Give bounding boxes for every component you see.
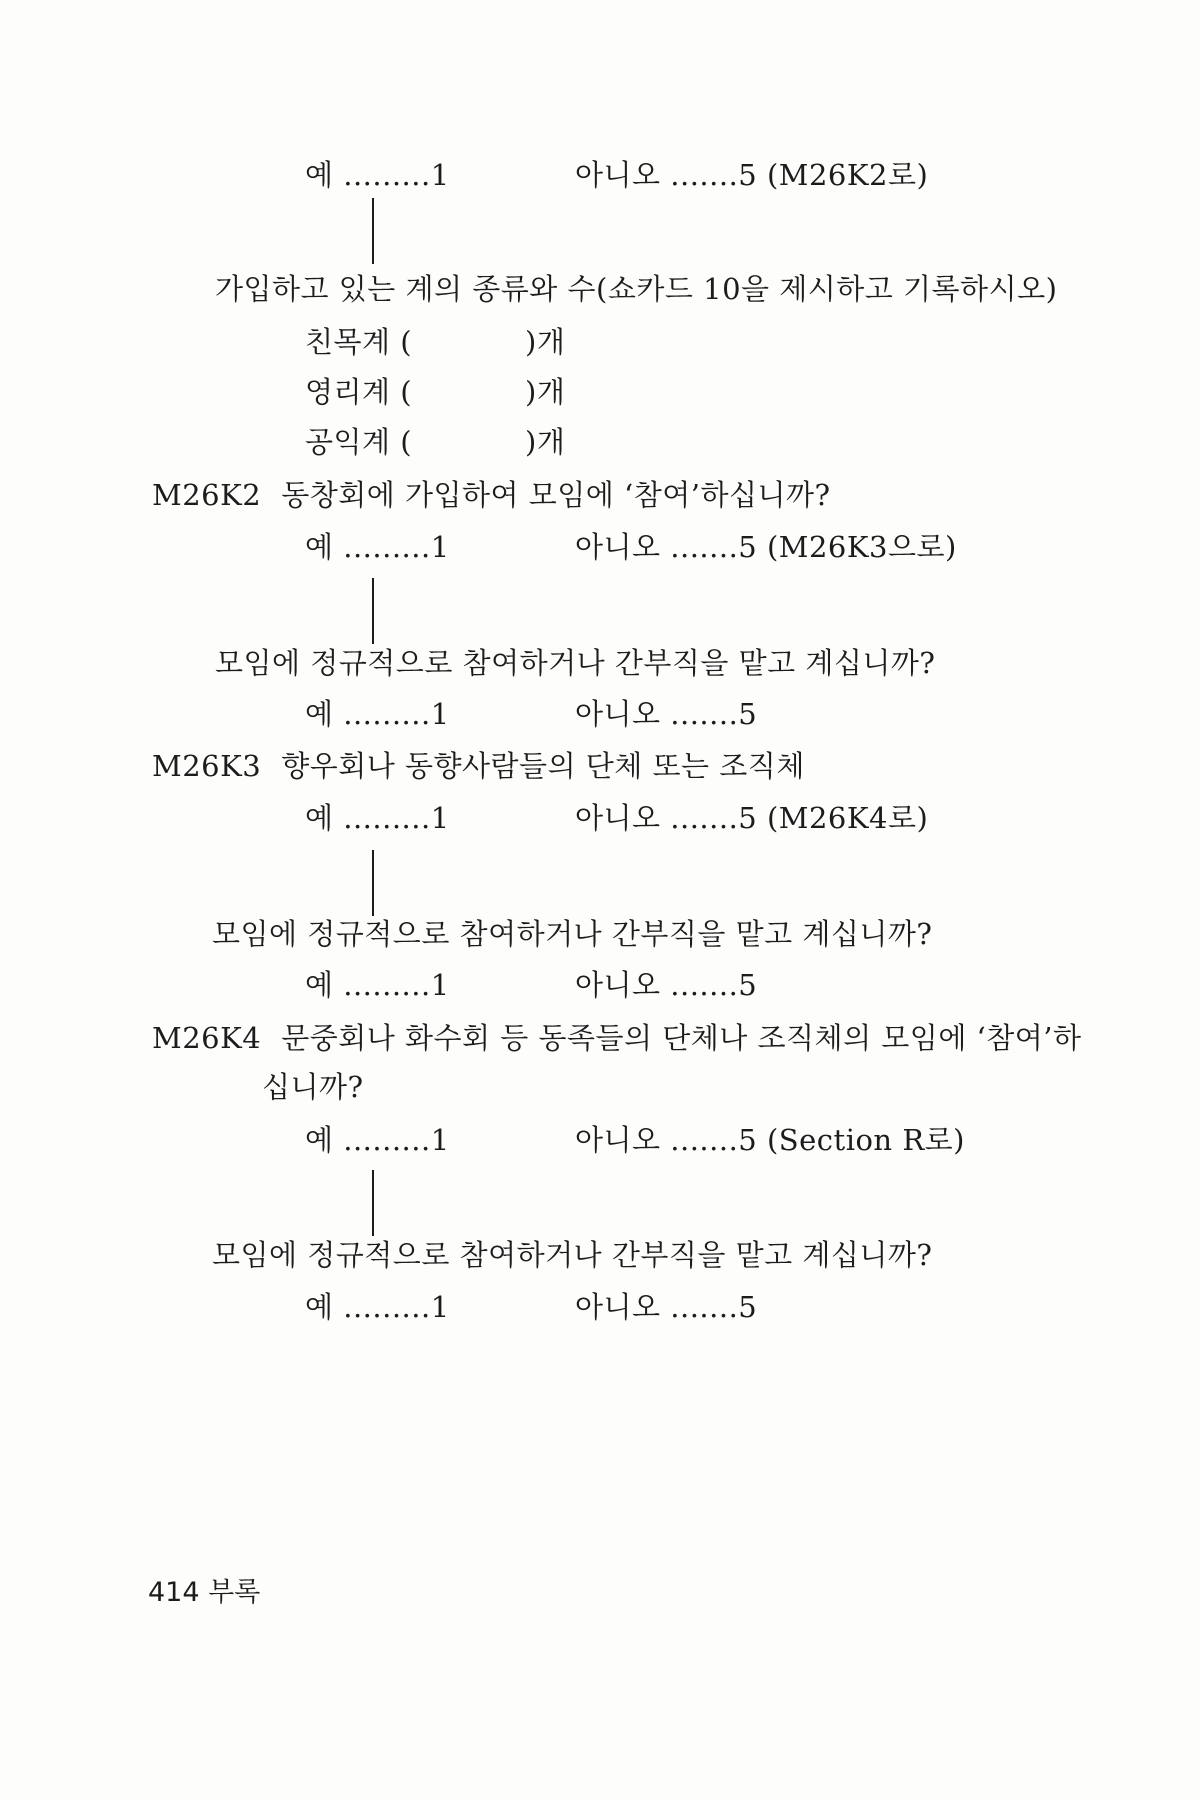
- q1-option-yes: 예 .........1: [305, 158, 450, 192]
- m26k3-followup-no: 아니오 .......5: [575, 968, 758, 1002]
- branch-connector: [372, 578, 374, 644]
- q1-followup-text: 가입하고 있는 계의 종류와 수(쇼카드 10을 제시하고 기록하시오): [215, 272, 1058, 306]
- m26k3-option-no: 아니오 .......5 (M26K4로): [575, 801, 929, 835]
- m26k2-option-no: 아니오 .......5 (M26K3으로): [575, 530, 957, 564]
- m26k4-followup-yes: 예 .........1: [305, 1290, 450, 1324]
- m26k2-followup-text: 모임에 정규적으로 참여하거나 간부직을 맡고 계십니까?: [215, 646, 936, 680]
- branch-connector: [372, 1170, 374, 1236]
- branch-connector: [372, 198, 374, 264]
- q1-item-unit: )개: [525, 325, 566, 359]
- m26k3-followup-yes: 예 .........1: [305, 968, 450, 1002]
- page-number: 414 부록: [148, 1577, 261, 1608]
- m26k4-option-no: 아니오 .......5 (Section R로): [575, 1123, 965, 1157]
- m26k4-followup-text: 모임에 정규적으로 참여하거나 간부직을 맡고 계십니까?: [212, 1238, 933, 1272]
- m26k2-followup-yes: 예 .........1: [305, 697, 450, 731]
- q1-item-label: 친목계 (: [305, 325, 413, 359]
- m26k2-followup-no: 아니오 .......5: [575, 697, 758, 731]
- question-text: 문중회나 화수회 등 동족들의 단체나 조직체의 모임에 ‘참여’하: [281, 1021, 1082, 1055]
- q1-item-label: 영리계 (: [305, 375, 413, 409]
- q1-item-label: 공익계 (: [305, 425, 413, 459]
- q1-option-no: 아니오 .......5 (M26K2로): [575, 158, 929, 192]
- m26k4-option-yes: 예 .........1: [305, 1123, 450, 1157]
- q1-item-unit: )개: [525, 375, 566, 409]
- m26k4-question: [152, 1021, 1082, 1055]
- m26k4-question-continued: 십니까?: [262, 1070, 364, 1104]
- m26k3-option-yes: 예 .........1: [305, 801, 450, 835]
- question-code: M26K2: [152, 478, 262, 512]
- q1-item-unit: )개: [525, 425, 566, 459]
- m26k4-followup-no: 아니오 .......5: [575, 1290, 758, 1324]
- question-text: 동창회에 가입하여 모임에 ‘참여’하십니까?: [281, 478, 831, 512]
- question-code: M26K3: [152, 749, 262, 783]
- m26k3-followup-text: 모임에 정규적으로 참여하거나 간부직을 맡고 계십니까?: [212, 917, 933, 951]
- m26k2-question: [152, 478, 831, 512]
- question-code: M26K4: [152, 1021, 262, 1055]
- m26k3-question: [152, 749, 805, 783]
- question-text: 향우회나 동향사람들의 단체 또는 조직체: [281, 749, 805, 783]
- branch-connector: [372, 850, 374, 916]
- m26k2-option-yes: 예 .........1: [305, 530, 450, 564]
